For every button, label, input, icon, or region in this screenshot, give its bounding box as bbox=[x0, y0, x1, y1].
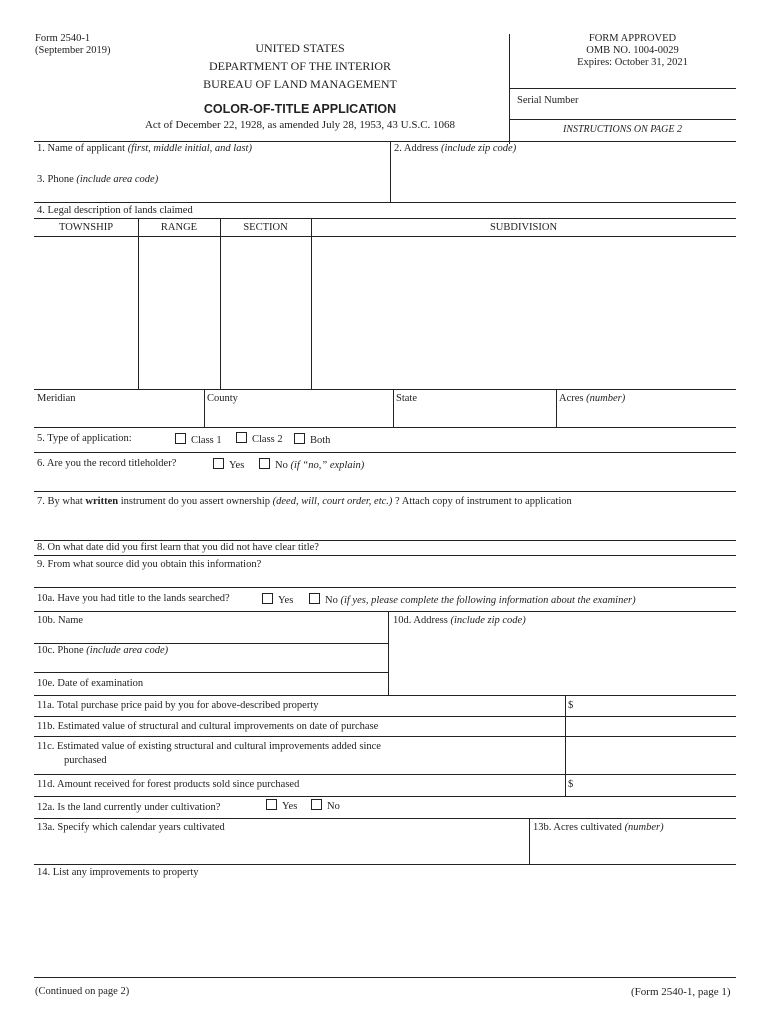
applicant-name-label: 1. Name of applicant (first, middle initial, and last) bbox=[37, 143, 252, 154]
forest-products-field[interactable] bbox=[577, 776, 735, 794]
agency-line-3: BUREAU OF LAND MANAGEMENT bbox=[203, 77, 397, 91]
information-source-question: 9. From what source did you obtain this information? bbox=[37, 559, 262, 570]
title-searched-no-option[interactable]: No (if yes, please complete the following information about the examiner) bbox=[309, 593, 636, 606]
expiration-date: Expires: October 31, 2021 bbox=[577, 57, 688, 68]
col-section: SECTION bbox=[243, 222, 288, 233]
instructions-note: INSTRUCTIONS ON PAGE 2 bbox=[563, 124, 682, 135]
form-number: Form 2540-1 bbox=[35, 33, 91, 44]
improvements-value-field[interactable] bbox=[566, 718, 735, 734]
application-type-label: 5. Type of application: bbox=[37, 433, 132, 444]
titleholder-explain-field[interactable] bbox=[34, 472, 736, 490]
titleholder-no-option[interactable]: No (if “no,” explain) bbox=[259, 458, 364, 471]
examination-date-label: 10e. Date of examination bbox=[37, 678, 144, 689]
purchase-price-field[interactable] bbox=[577, 697, 735, 713]
address-field[interactable] bbox=[391, 156, 735, 200]
cultivation-no-option[interactable]: No bbox=[311, 799, 340, 812]
applicant-name-field[interactable] bbox=[34, 156, 390, 168]
address-label: 2. Address (include zip code) bbox=[394, 143, 517, 154]
examiner-phone-field[interactable] bbox=[34, 658, 388, 671]
township-field[interactable] bbox=[35, 237, 137, 388]
both-option[interactable]: Both bbox=[294, 433, 330, 446]
added-improvements-label-cont: purchased bbox=[64, 755, 107, 766]
acres-cultivated-label: 13b. Acres cultivated (number) bbox=[533, 822, 664, 833]
cultivation-yes-option[interactable]: Yes bbox=[266, 799, 297, 812]
phone-label: 3. Phone (include area code) bbox=[37, 174, 159, 185]
titleholder-no-checkbox[interactable] bbox=[259, 458, 270, 469]
title-searched-no-checkbox[interactable] bbox=[309, 593, 320, 604]
instrument-question: 7. By what written instrument do you assert ownership (deed, will, court order, etc.) ? Attach copy of instrument to application bbox=[37, 496, 572, 507]
agency-line-1: UNITED STATES bbox=[255, 41, 345, 55]
state-label: State bbox=[396, 393, 417, 404]
acres-cultivated-field[interactable] bbox=[530, 835, 735, 862]
form-approved: FORM APPROVED bbox=[588, 33, 677, 44]
examiner-name-field[interactable] bbox=[34, 628, 388, 641]
title-searched-label: 10a. Have you had title to the lands searched? bbox=[37, 593, 230, 604]
examiner-phone-label: 10c. Phone (include area code) bbox=[37, 645, 169, 656]
county-field[interactable] bbox=[205, 406, 392, 425]
added-improvements-field[interactable] bbox=[566, 738, 735, 772]
learn-date-question: 8. On what date did you first learn that you did not have clear title? bbox=[37, 542, 319, 553]
purchase-price-label: 11a. Total purchase price paid by you for above-described property bbox=[37, 700, 319, 711]
act-citation: Act of December 22, 1928, as amended July 28, 1953, 43 U.S.C. 1068 bbox=[144, 119, 456, 131]
col-subdivision: SUBDIVISION bbox=[489, 222, 558, 233]
state-field[interactable] bbox=[394, 406, 555, 425]
class2-option[interactable]: Class 2 bbox=[236, 432, 283, 445]
page-number: (Form 2540-1, page 1) bbox=[631, 986, 731, 998]
forest-products-label: 11d. Amount received for forest products sold since purchased bbox=[37, 779, 300, 790]
cultivated-years-label: 13a. Specify which calendar years cultivated bbox=[37, 822, 225, 833]
agency-line-2: DEPARTMENT OF THE INTERIOR bbox=[208, 59, 392, 73]
cultivation-label: 12a. Is the land currently under cultivation? bbox=[37, 802, 221, 813]
dollar-sign: $ bbox=[568, 779, 574, 790]
cultivation-yes-checkbox[interactable] bbox=[266, 799, 277, 810]
page-title: COLOR-OF-TITLE APPLICATION bbox=[203, 102, 397, 116]
subdivision-field[interactable] bbox=[312, 237, 735, 388]
class1-checkbox[interactable] bbox=[175, 433, 186, 444]
information-source-field[interactable] bbox=[34, 572, 736, 586]
cultivation-no-checkbox[interactable] bbox=[311, 799, 322, 810]
titleholder-yes-checkbox[interactable] bbox=[213, 458, 224, 469]
title-searched-yes-checkbox[interactable] bbox=[262, 593, 273, 604]
col-township: TOWNSHIP bbox=[58, 222, 114, 233]
meridian-field[interactable] bbox=[35, 406, 203, 425]
range-field[interactable] bbox=[139, 237, 219, 388]
added-improvements-label: 11c. Estimated value of existing structural and cultural improvements added since bbox=[37, 741, 381, 752]
acres-label: Acres (number) bbox=[559, 393, 626, 404]
legal-description-label: 4. Legal description of lands claimed bbox=[37, 205, 193, 216]
dollar-sign: $ bbox=[568, 700, 574, 711]
meridian-label: Meridian bbox=[37, 393, 76, 404]
cultivated-years-field[interactable] bbox=[34, 835, 527, 862]
examiner-address-field[interactable] bbox=[389, 628, 735, 693]
col-range: RANGE bbox=[160, 222, 198, 233]
serial-number-label: Serial Number bbox=[517, 95, 579, 106]
titleholder-yes-option[interactable]: Yes bbox=[213, 458, 244, 471]
omb-number: OMB NO. 1004-0029 bbox=[586, 45, 679, 56]
serial-number-field[interactable] bbox=[510, 108, 735, 118]
class2-checkbox[interactable] bbox=[236, 432, 247, 443]
instrument-field[interactable] bbox=[34, 510, 736, 538]
improvements-value-label: 11b. Estimated value of structural and cultural improvements on date of purchase bbox=[37, 721, 379, 732]
class1-option[interactable]: Class 1 bbox=[175, 433, 222, 446]
examiner-address-label: 10d. Address (include zip code) bbox=[393, 615, 526, 626]
section-field[interactable] bbox=[221, 237, 310, 388]
continued-note: (Continued on page 2) bbox=[35, 986, 130, 997]
improvements-list-label: 14. List any improvements to property bbox=[37, 867, 199, 878]
form-date: (September 2019) bbox=[35, 45, 111, 56]
titleholder-label: 6. Are you the record titleholder? bbox=[37, 458, 177, 469]
improvements-list-field[interactable] bbox=[34, 881, 736, 975]
phone-field[interactable] bbox=[34, 187, 390, 200]
examiner-name-label: 10b. Name bbox=[37, 615, 84, 626]
county-label: County bbox=[207, 393, 238, 404]
acres-field[interactable] bbox=[557, 406, 735, 425]
both-checkbox[interactable] bbox=[294, 433, 305, 444]
title-searched-yes-option[interactable]: Yes bbox=[262, 593, 293, 606]
